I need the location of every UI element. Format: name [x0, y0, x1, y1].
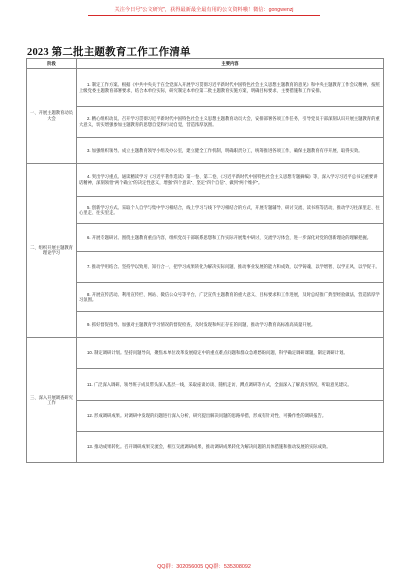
banner-underline — [88, 15, 320, 16]
content-cell — [77, 106, 384, 137]
content-text: 7. 推动学用结合。坚持学以致用、知行合一，把学习成果转化为解决实际问题、推动事业发展的能力和成效，以学铸魂、以学增智、以学正风、以学促干。 — [87, 264, 380, 270]
content-text: 3. 加强组织领导。成立主题教育领导小组及办公室，建立健全工作机制，明确职责分工，统筹推进各项工作，确保主题教育有序开展、取得实效。 — [87, 147, 363, 153]
column-header-content: 主要内容 — [77, 59, 384, 69]
table-header-row — [27, 59, 384, 69]
content-text: 2. 精心组织动员。召开学习贯彻习近平新时代中国特色社会主义思想主题教育动员大会，安排部署各项工作任务，引导党员干部深刻认识开展主题教育的重大意义，切实增强参加主题教育的思想自觉和行动自觉，营造浓厚氛围。 — [79, 116, 380, 127]
content-cell — [77, 138, 384, 163]
content-text: 5. 创新学习方式。采取个人自学与集中学习相结合，线上学习与线下学习相结合的方式，开展专题辅导、研讨交流、读书班等活动，推动学习往深里走、往心里走、往实里走。 — [79, 204, 380, 216]
table-row — [27, 163, 384, 196]
content-cell — [77, 224, 384, 251]
content-text: 10. 制定调研计划。坚持问题导向，聚焦本单位改革发展稳定中的重点难点问题和群众急难愁盼问题，科学确定调研课题，制定调研计划。 — [87, 350, 348, 356]
content-text: 11. 广泛深入调研。领导班子成员带头深入基层一线，采取座谈访谈、随机走访、蹲点调研等方式，全面深入了解真实情况，听取意见建议。 — [87, 381, 352, 387]
table-row — [27, 106, 384, 137]
content-cell — [77, 369, 384, 400]
stage-label: 一、开展主题教育动员大会 — [27, 69, 77, 163]
content-cell — [77, 283, 384, 312]
document-title: 2023 第二批主题教育工作工作清单 — [27, 47, 191, 58]
content-text: 9. 抓好督促指导。加强对主题教育学习情况的督促检查，及时发现和纠正存在的问题，推动学习教育高标准高质量开展。 — [87, 321, 316, 327]
column-header-stage: 阶段 — [27, 59, 77, 69]
table-row — [27, 431, 384, 462]
stage-label: 三、深入开展调查研究工作 — [27, 337, 77, 463]
table-row — [27, 138, 384, 163]
table-row — [27, 283, 384, 312]
content-cell — [77, 400, 384, 431]
table-row — [27, 400, 384, 431]
content-text: 13. 推动成果转化。召开调研成果交流会，相互交流调研成果，推动调研成果转化为解决问题的具体措施和推动发展的实际成效。 — [87, 444, 331, 450]
stage-label: 二、组织开展主题教育理论学习 — [27, 163, 77, 337]
content-cell — [77, 69, 384, 106]
footer-contact: QQ群：302056005 QQ群：535308092 — [157, 564, 251, 570]
work-plan-table — [26, 58, 384, 463]
top-banner — [0, 7, 408, 16]
table-row — [27, 312, 384, 337]
content-cell — [77, 251, 384, 282]
content-cell — [77, 431, 384, 462]
content-cell — [77, 163, 384, 196]
table-row — [27, 337, 384, 368]
content-text: 8. 开展宣传活动。利用宣传栏、网站、微信公众号等平台，广泛宣传主题教育的重大意义、目标要求和工作进展，及时总结推广典型经验做法，营造浓厚学习氛围。 — [79, 291, 380, 303]
table-row — [27, 69, 384, 106]
content-cell — [77, 196, 384, 223]
content-text: 1. 制定工作方案。根据《中共中央关于在全党深入开展学习贯彻习近平新时代中国特色社会主义思想主题教育的意见》和中央主题教育工作会议精神，按照上级党委主题教育部署要求，结合本单位实际，研究制定本单位第二批主题教育实施方案，明确目标要求、主要措施和工作安排。 — [79, 82, 380, 93]
content-text: 12. 形成调研成果。对调研中发现的问题进行深入分析，研究提出解决问题的思路举措，形成有针对性、可操作性的调研报告。 — [87, 412, 327, 418]
table-row — [27, 224, 384, 251]
content-cell — [77, 337, 384, 368]
table-row — [27, 369, 384, 400]
content-text: 4. 突出学习重点。通读精读学习《习近平著作选读》第一卷、第二卷，《习近平新时代中国特色社会主义思想专题摘编》等，深入学习习近平总书记重要讲话精神，深刻领悟“两个确立”的决定性意义，增强“四个意识”、坚定“四个自信”、做到“两个维护”。 — [79, 174, 378, 185]
banner-text: 关注今日号"公文研究"，获得最新最全最有用的公文资料哦！微信：gongwenzj — [114, 7, 294, 13]
table-row — [27, 196, 384, 223]
table-row — [27, 251, 384, 282]
content-text: 6. 开展专题研讨。围绕主题教育重点内容，组织党员干部联系思想和工作实际开展集中研讨，交流学习体会，进一步深化对党的创新理论的理解把握。 — [87, 234, 372, 240]
content-cell — [77, 312, 384, 337]
